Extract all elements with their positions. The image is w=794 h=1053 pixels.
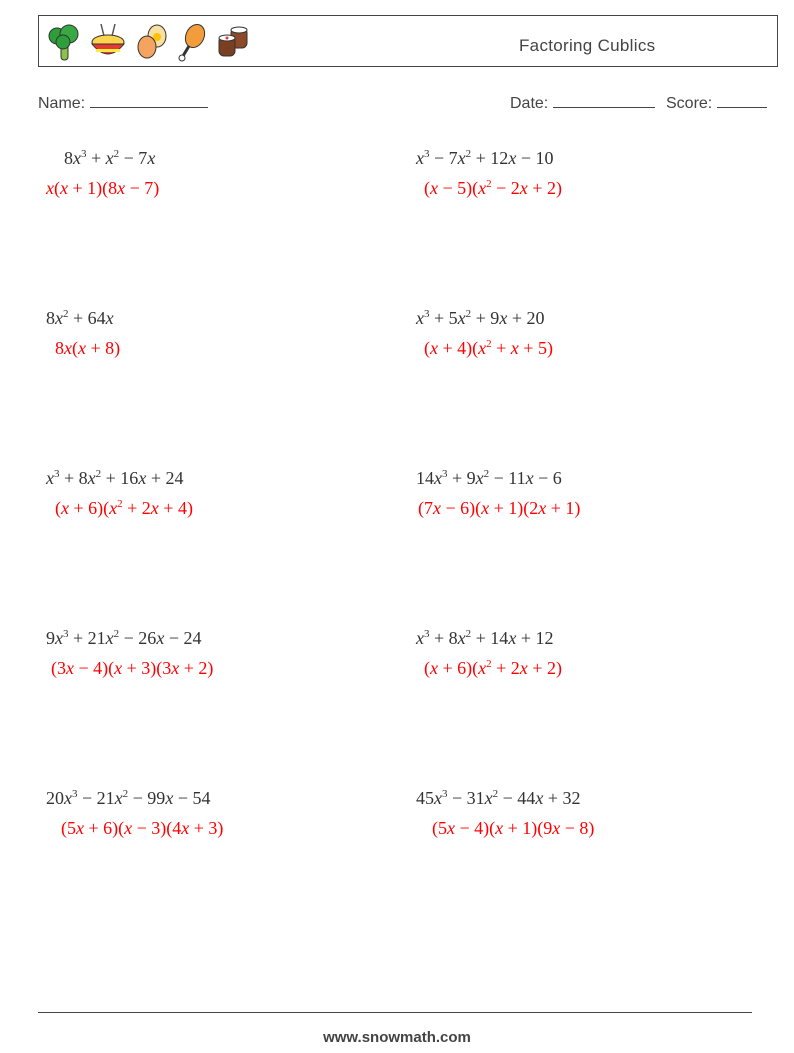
footer-url: www.snowmath.com <box>323 1029 471 1046</box>
rice-bowl-icon <box>89 22 127 62</box>
problem-1: $8x^3 + x^2 - 7x$ <box>64 148 156 168</box>
problem-6: $14x^3 + 9x^2 - 11x - 6$ <box>416 468 562 488</box>
date-blank[interactable] <box>553 93 655 108</box>
problem-7: $9x^3 + 21x^2 - 26x - 24$ <box>46 628 202 648</box>
answer-5: $(x + 6)(x^2 + 2x + 4)$ <box>55 498 193 518</box>
problem-8: $x^3 + 8x^2 + 14x + 12$ <box>416 628 554 648</box>
answer-1: x(x + 1)(8x − 7) <box>46 178 160 198</box>
name-label: Name: <box>38 95 86 112</box>
answer-9: (5x + 6)(x − 3)(4x + 3) <box>61 818 224 838</box>
answer-7: (3x − 4)(x + 3)(3x + 2) <box>51 658 214 678</box>
problem-3: $8x^2 + 64x$ <box>46 308 114 328</box>
answer-2: $(x - 5)(x^2 - 2x + 2)$ <box>424 178 562 198</box>
problem-2: $x^3 - 7x^2 + 12x - 10$ <box>416 148 554 168</box>
problem-9: $20x^3 - 21x^2 - 99x - 54$ <box>46 788 211 808</box>
chicken-leg-icon <box>177 22 207 62</box>
broccoli-icon <box>47 22 81 62</box>
score-field[interactable] <box>666 93 767 113</box>
problem-10: $45x^3 - 31x^2 - 44x + 32$ <box>416 788 581 808</box>
problem-5: $x^3 + 8x^2 + 16x + 24$ <box>46 468 184 488</box>
problem-4: $x^3 + 5x^2 + 9x + 20$ <box>416 308 545 328</box>
sushi-roll-icon <box>215 22 251 62</box>
footer-divider <box>38 1012 752 1013</box>
name-field[interactable] <box>38 93 208 113</box>
eggs-icon <box>135 22 169 62</box>
answer-4: $(x + 4)(x^2 + x + 5)$ <box>424 338 553 358</box>
icon-strip <box>47 22 251 62</box>
answer-10: (5x − 4)(x + 1)(9x − 8) <box>432 818 595 838</box>
header-box <box>38 15 778 67</box>
date-field[interactable] <box>510 93 655 113</box>
answer-6: (7x − 6)(x + 1)(2x + 1) <box>418 498 581 518</box>
answer-8: $(x + 6)(x^2 + 2x + 2)$ <box>424 658 562 678</box>
name-blank[interactable] <box>90 93 208 108</box>
score-blank[interactable] <box>717 93 767 108</box>
score-label: Score: <box>666 95 713 112</box>
answer-3: 8x(x + 8) <box>55 338 121 358</box>
page-title: Factoring Cublics <box>519 36 656 55</box>
date-label: Date: <box>510 95 549 112</box>
